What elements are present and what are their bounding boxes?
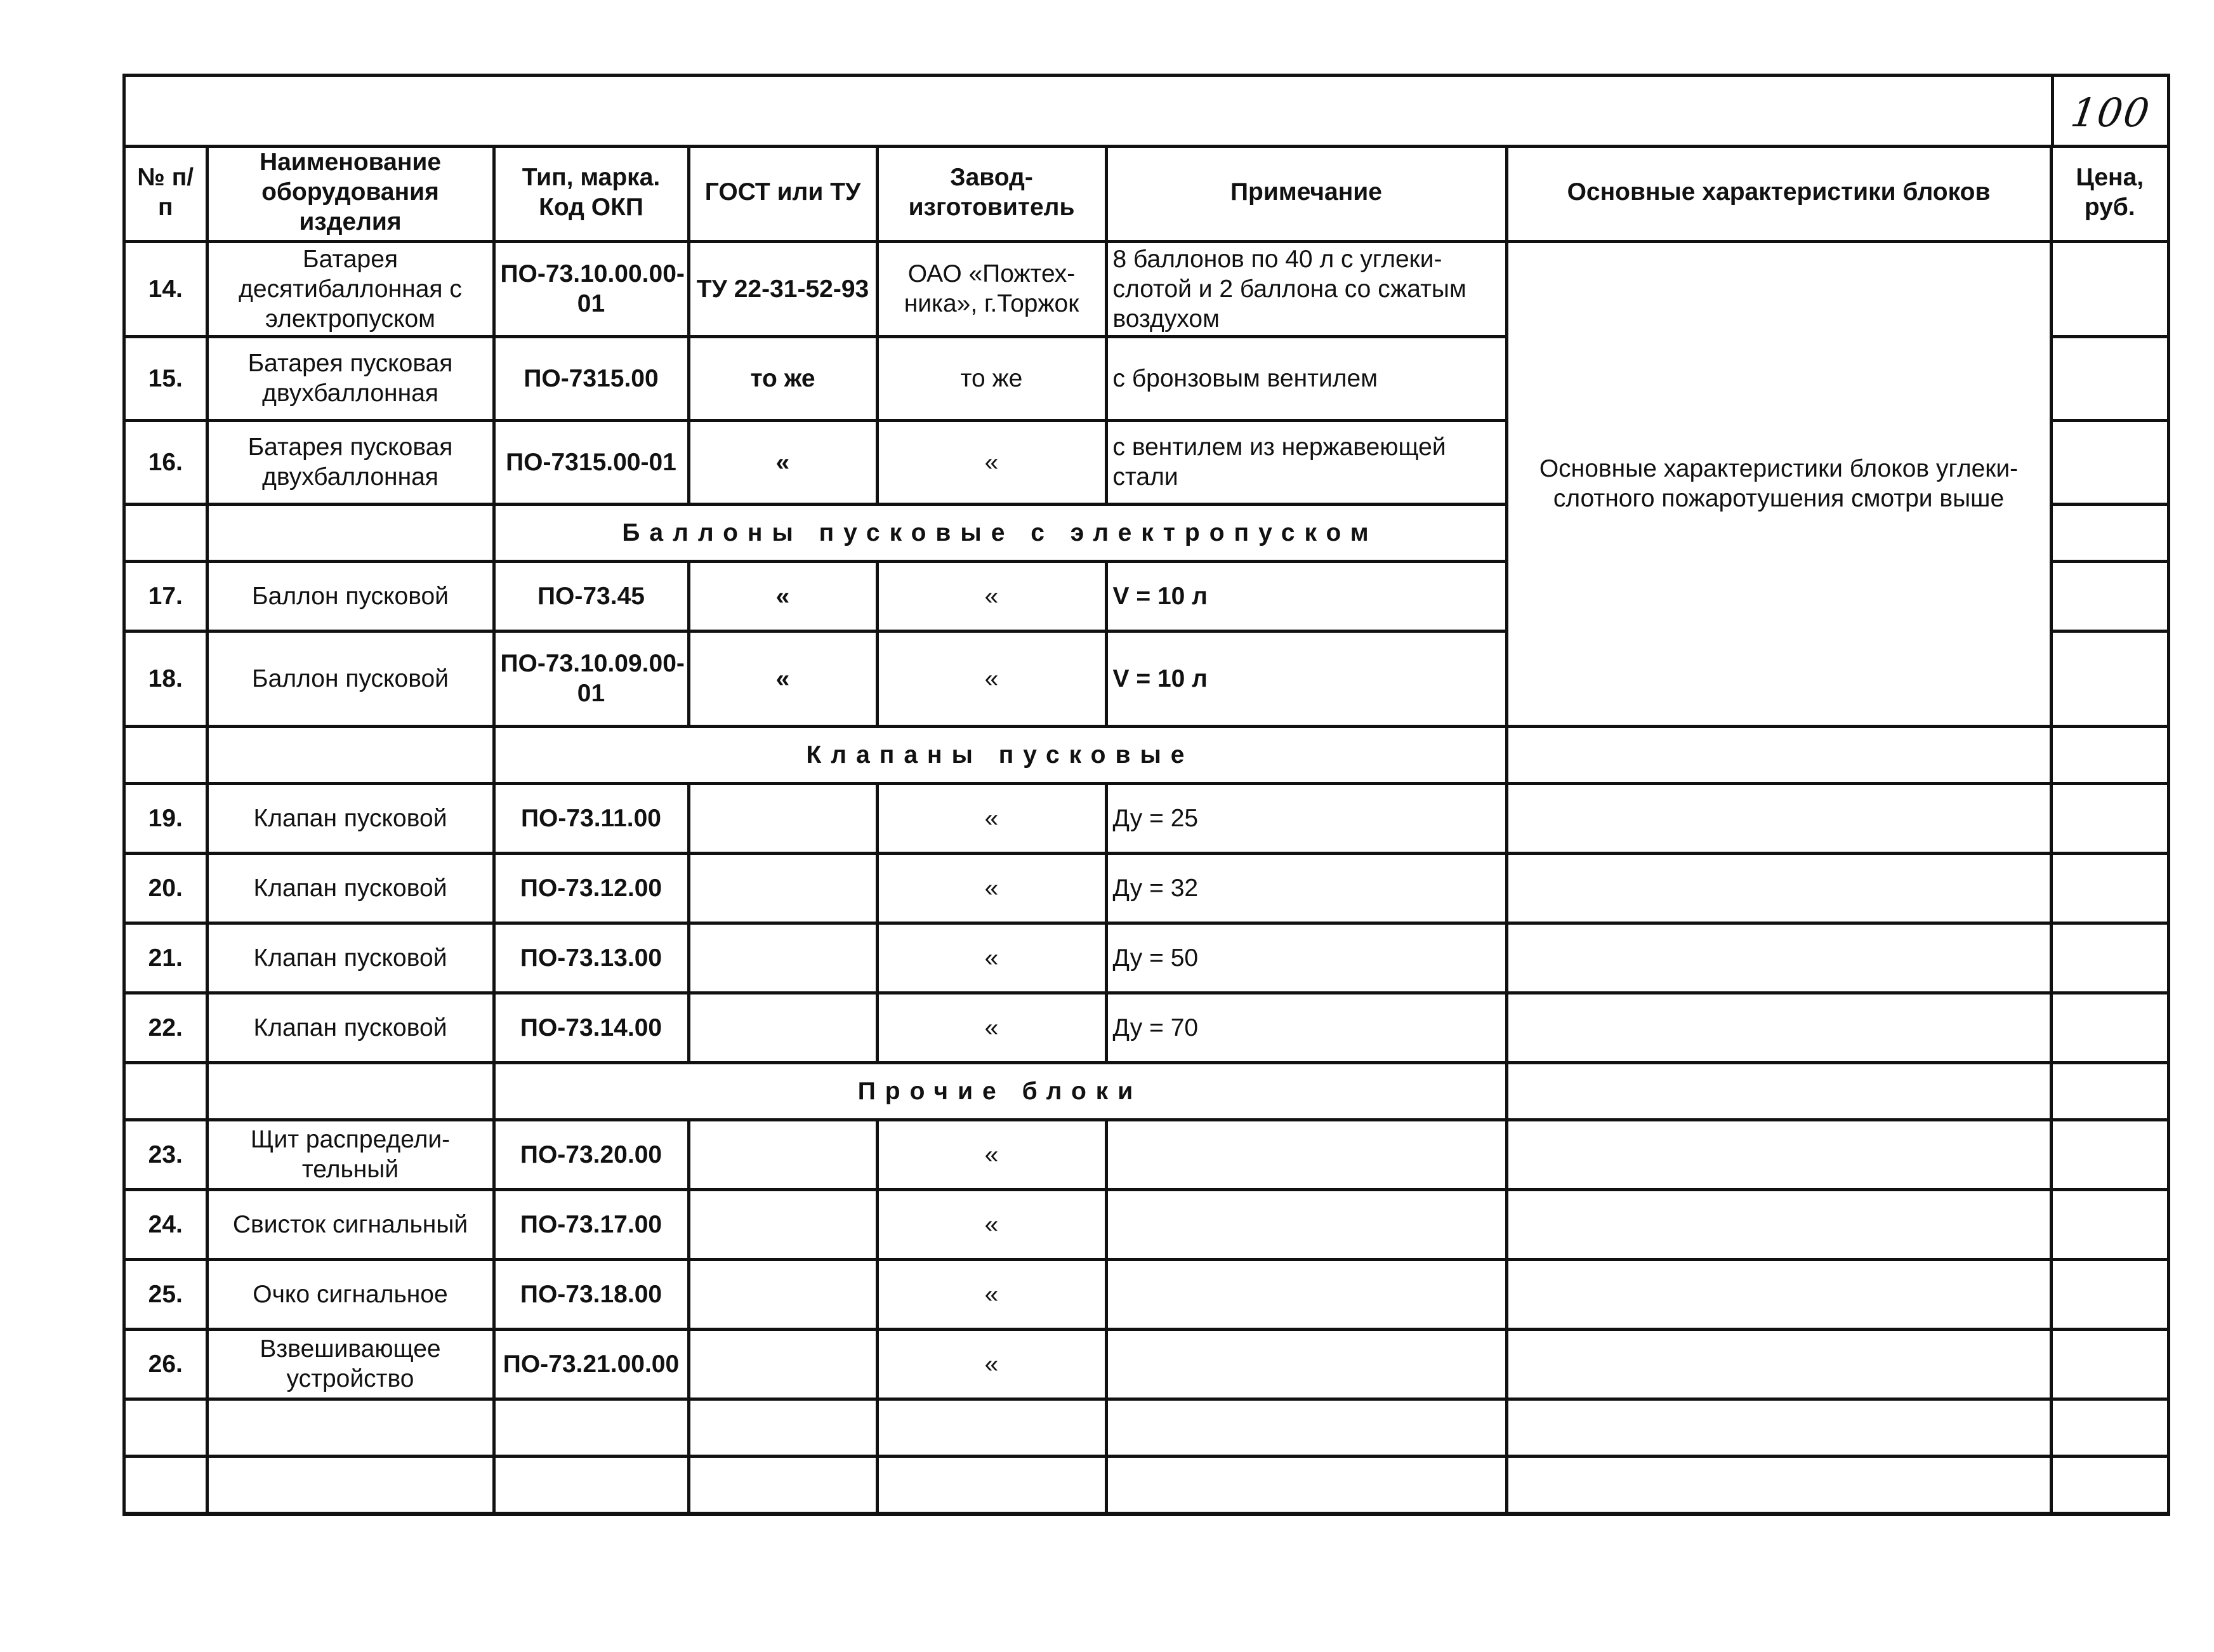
characteristics-cell bbox=[1506, 1456, 2051, 1513]
item-gost bbox=[689, 1120, 877, 1189]
item-maker: « bbox=[877, 993, 1106, 1062]
characteristics-cell bbox=[1506, 1259, 2051, 1329]
item-note: Ду = 25 bbox=[1106, 783, 1506, 853]
page-number: 100 bbox=[2067, 89, 2154, 136]
item-note bbox=[1106, 1456, 1506, 1513]
item-gost bbox=[689, 993, 877, 1062]
item-note: Ду = 50 bbox=[1106, 923, 1506, 993]
item-price bbox=[2051, 420, 2167, 504]
characteristics-cell bbox=[1506, 1189, 2051, 1259]
item-type-code bbox=[494, 1399, 689, 1456]
section-num-cell bbox=[126, 726, 207, 783]
item-type-code: ПО-73.21.00.00 bbox=[494, 1329, 689, 1399]
item-gost bbox=[689, 1329, 877, 1399]
item-price bbox=[2051, 1399, 2167, 1456]
item-maker: « bbox=[877, 1120, 1106, 1189]
row-number: 16. bbox=[126, 420, 207, 504]
item-gost bbox=[689, 923, 877, 993]
section-name-cell bbox=[207, 726, 494, 783]
header-gost: ГОСТ или ТУ bbox=[689, 145, 877, 241]
header-num: № п/п bbox=[126, 145, 207, 241]
item-name bbox=[207, 1456, 494, 1513]
row-number: 24. bbox=[126, 1189, 207, 1259]
section-title: Прочие блоки bbox=[494, 1062, 1506, 1120]
item-note bbox=[1106, 1329, 1506, 1399]
item-type-code: ПО-73.45 bbox=[494, 561, 689, 631]
item-maker: « bbox=[877, 1329, 1106, 1399]
item-maker: « bbox=[877, 420, 1106, 504]
table-row bbox=[126, 1120, 2167, 1189]
item-gost bbox=[689, 1456, 877, 1513]
row-number: 23. bbox=[126, 1120, 207, 1189]
item-maker: « bbox=[877, 853, 1106, 923]
characteristics-cell bbox=[1506, 1399, 2051, 1456]
item-price bbox=[2051, 336, 2167, 420]
table-row bbox=[126, 1399, 2167, 1456]
row-number bbox=[126, 1399, 207, 1456]
item-price bbox=[2051, 853, 2167, 923]
header-characteristics: Основные характеристики блоков bbox=[1506, 145, 2051, 241]
item-type-code: ПО-7315.00-01 bbox=[494, 420, 689, 504]
item-maker: « bbox=[877, 561, 1106, 631]
price-cell bbox=[2051, 726, 2167, 783]
item-maker bbox=[877, 1399, 1106, 1456]
item-name: Батарея десятибаллонная с электропуском bbox=[207, 241, 494, 336]
characteristics-cell bbox=[1506, 1062, 2051, 1120]
item-price bbox=[2051, 1259, 2167, 1329]
section-title: Клапаны пусковые bbox=[494, 726, 1506, 783]
row-number: 14. bbox=[126, 241, 207, 336]
item-type-code: ПО-73.10.09.00-01 bbox=[494, 631, 689, 726]
item-name: Клапан пусковой bbox=[207, 853, 494, 923]
item-price bbox=[2051, 1120, 2167, 1189]
item-gost bbox=[689, 853, 877, 923]
row-number: 15. bbox=[126, 336, 207, 420]
item-note: Ду = 32 bbox=[1106, 853, 1506, 923]
item-price bbox=[2051, 993, 2167, 1062]
table-row bbox=[126, 853, 2167, 923]
characteristics-cell bbox=[1506, 993, 2051, 1062]
header-row bbox=[126, 145, 2167, 241]
item-type-code: ПО-73.14.00 bbox=[494, 993, 689, 1062]
item-note bbox=[1106, 1120, 1506, 1189]
item-gost bbox=[689, 1259, 877, 1329]
price-cell bbox=[2051, 1062, 2167, 1120]
item-name: Батарея пусковая двухбаллонная bbox=[207, 336, 494, 420]
section-num-cell bbox=[126, 504, 207, 561]
item-name: Клапан пусковой bbox=[207, 993, 494, 1062]
row-number bbox=[126, 1456, 207, 1513]
item-gost bbox=[689, 783, 877, 853]
item-name: Баллон пусковой bbox=[207, 631, 494, 726]
page-number-cell bbox=[2051, 77, 2167, 148]
characteristics-cell bbox=[1506, 783, 2051, 853]
item-note bbox=[1106, 1399, 1506, 1456]
table-row bbox=[126, 923, 2167, 993]
item-type-code: ПО-73.18.00 bbox=[494, 1259, 689, 1329]
row-number: 20. bbox=[126, 853, 207, 923]
item-gost bbox=[689, 1399, 877, 1456]
section-name-cell bbox=[207, 1062, 494, 1120]
section-name-cell bbox=[207, 504, 494, 561]
table-row bbox=[126, 783, 2167, 853]
item-name: Свисток сигнальный bbox=[207, 1189, 494, 1259]
item-maker: то же bbox=[877, 336, 1106, 420]
row-number: 21. bbox=[126, 923, 207, 993]
item-type-code: ПО-7315.00 bbox=[494, 336, 689, 420]
table-row bbox=[126, 1189, 2167, 1259]
equipment-table bbox=[126, 145, 2167, 1515]
price-cell bbox=[2051, 504, 2167, 561]
table-row bbox=[126, 241, 2167, 336]
item-name: Клапан пусковой bbox=[207, 783, 494, 853]
item-type-code: ПО-73.10.00.00-01 bbox=[494, 241, 689, 336]
item-note: с бронзовым вентилем bbox=[1106, 336, 1506, 420]
item-price bbox=[2051, 783, 2167, 853]
item-gost: ТУ 22-31-52-93 bbox=[689, 241, 877, 336]
item-type-code: ПО-73.12.00 bbox=[494, 853, 689, 923]
item-type-code: ПО-73.13.00 bbox=[494, 923, 689, 993]
item-gost bbox=[689, 1189, 877, 1259]
item-name: Баллон пусковой bbox=[207, 561, 494, 631]
section-row bbox=[126, 726, 2167, 783]
characteristics-cell bbox=[1506, 923, 2051, 993]
row-number: 18. bbox=[126, 631, 207, 726]
section-title: Баллоны пусковые с электропуском bbox=[494, 504, 1506, 561]
table-row bbox=[126, 993, 2167, 1062]
item-price bbox=[2051, 561, 2167, 631]
item-price bbox=[2051, 1329, 2167, 1399]
item-maker bbox=[877, 1456, 1106, 1513]
row-number: 25. bbox=[126, 1259, 207, 1329]
header-maker: Завод-изготовитель bbox=[877, 145, 1106, 241]
item-maker: « bbox=[877, 631, 1106, 726]
item-price bbox=[2051, 1456, 2167, 1513]
item-name bbox=[207, 1399, 494, 1456]
item-gost: « bbox=[689, 631, 877, 726]
item-type-code bbox=[494, 1456, 689, 1513]
item-price bbox=[2051, 923, 2167, 993]
item-maker: « bbox=[877, 783, 1106, 853]
item-type-code: ПО-73.20.00 bbox=[494, 1120, 689, 1189]
top-band bbox=[126, 77, 2167, 148]
item-price bbox=[2051, 1189, 2167, 1259]
table-row bbox=[126, 1259, 2167, 1329]
item-note bbox=[1106, 1259, 1506, 1329]
section-row bbox=[126, 1062, 2167, 1120]
item-name: Очко сигнальное bbox=[207, 1259, 494, 1329]
characteristics-cell bbox=[1506, 1120, 2051, 1189]
characteristics-cell bbox=[1506, 1329, 2051, 1399]
characteristics-cell bbox=[1506, 726, 2051, 783]
header-name: Наименование оборудования изделия bbox=[207, 145, 494, 241]
row-number: 19. bbox=[126, 783, 207, 853]
item-gost: « bbox=[689, 561, 877, 631]
item-note: V = 10 л bbox=[1106, 631, 1506, 726]
item-name: Взвешивающее устройство bbox=[207, 1329, 494, 1399]
item-maker: « bbox=[877, 1189, 1106, 1259]
row-number: 17. bbox=[126, 561, 207, 631]
characteristics-cell bbox=[1506, 853, 2051, 923]
item-gost: « bbox=[689, 420, 877, 504]
header-price: Цена, руб. bbox=[2051, 145, 2167, 241]
item-note: 8 баллонов по 40 л с углеки-слотой и 2 баллона со сжатым воздухом bbox=[1106, 241, 1506, 336]
item-price bbox=[2051, 241, 2167, 336]
row-number: 22. bbox=[126, 993, 207, 1062]
item-name: Клапан пусковой bbox=[207, 923, 494, 993]
item-maker: « bbox=[877, 923, 1106, 993]
item-type-code: ПО-73.11.00 bbox=[494, 783, 689, 853]
item-type-code: ПО-73.17.00 bbox=[494, 1189, 689, 1259]
item-note: с вентилем из нержавеющей стали bbox=[1106, 420, 1506, 504]
item-note: Ду = 70 bbox=[1106, 993, 1506, 1062]
item-name: Щит распредели-тельный bbox=[207, 1120, 494, 1189]
section-num-cell bbox=[126, 1062, 207, 1120]
item-gost: то же bbox=[689, 336, 877, 420]
row-number: 26. bbox=[126, 1329, 207, 1399]
item-price bbox=[2051, 631, 2167, 726]
item-note: V = 10 л bbox=[1106, 561, 1506, 631]
table-row bbox=[126, 1329, 2167, 1399]
header-note: Примечание bbox=[1106, 145, 1506, 241]
item-note bbox=[1106, 1189, 1506, 1259]
item-name: Батарея пусковая двухбаллонная bbox=[207, 420, 494, 504]
table-row bbox=[126, 1456, 2167, 1513]
header-type: Тип, марка. Код ОКП bbox=[494, 145, 689, 241]
document-sheet bbox=[122, 74, 2170, 1516]
item-maker: ОАО «Пожтех-ника», г.Торжок bbox=[877, 241, 1106, 336]
characteristics-merged: Основные характеристики блоков углеки-слотного пожаротушения смотри выше bbox=[1506, 241, 2051, 726]
item-maker: « bbox=[877, 1259, 1106, 1329]
